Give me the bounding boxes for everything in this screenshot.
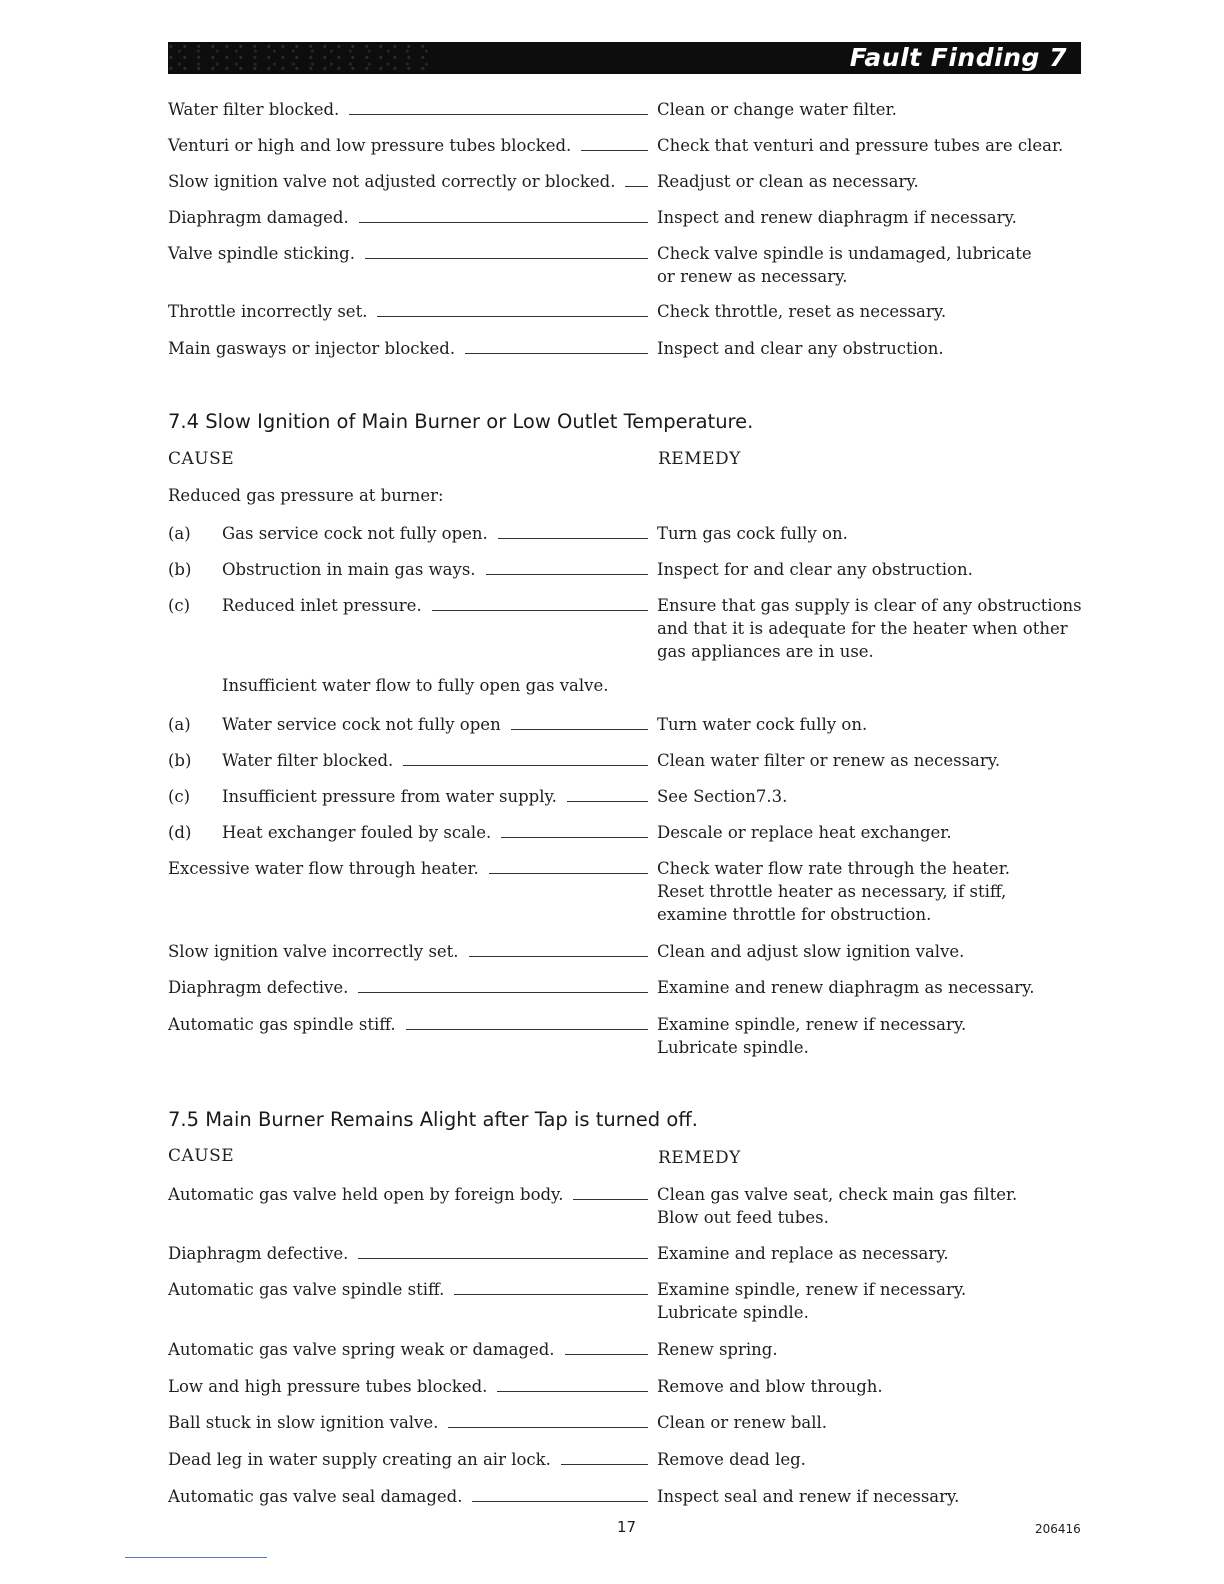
leader-line	[565, 1353, 648, 1355]
item-label: (a)	[168, 715, 191, 734]
remedy-line: Examine and replace as necessary.	[657, 1244, 949, 1263]
cause-cell	[168, 134, 648, 157]
remedy-line: Inspect for and clear any obstruction.	[657, 560, 973, 579]
remedy-line: Check water flow rate through the heater.	[657, 859, 1011, 878]
leader-line	[358, 1257, 648, 1259]
remedy-cell	[657, 821, 1087, 844]
cause-text: Ball stuck in slow ignition valve.	[168, 1413, 439, 1432]
document-code: 206416	[1035, 1522, 1081, 1536]
remedy-line: gas appliances are in use.	[657, 642, 874, 661]
remedy-line: Examine spindle, renew if necessary.	[657, 1015, 967, 1034]
cause-text: Venturi or high and low pressure tubes blocked.	[168, 136, 572, 155]
remedy-line: Clean and adjust slow ignition valve.	[657, 942, 965, 961]
cause-cell	[168, 976, 648, 999]
remedy-line: Check that venturi and pressure tubes are clear.	[657, 136, 1064, 155]
cause-text: Insufficient pressure from water supply.	[222, 787, 557, 806]
remedy-line: Turn water cock fully on.	[657, 715, 868, 734]
item-label: (b)	[168, 560, 192, 579]
remedy-cell	[657, 300, 1087, 323]
cause-text: Excessive water flow through heater.	[168, 859, 479, 878]
cause-cell	[168, 1183, 648, 1206]
cause-cell	[168, 1242, 648, 1265]
remedy-cell	[657, 1411, 1087, 1434]
remedy-line: Examine spindle, renew if necessary.	[657, 1280, 967, 1299]
cause-text: Water filter blocked.	[168, 100, 340, 119]
remedy-line: Ensure that gas supply is clear of any obstructions	[657, 596, 1082, 615]
cause-text: Automatic gas valve spring weak or damaged.	[168, 1340, 555, 1359]
cause-text: Main gasways or injector blocked.	[168, 339, 456, 358]
leader-line	[359, 221, 648, 223]
cause-cell	[168, 1485, 648, 1508]
cause-header: CAUSE	[168, 449, 235, 469]
remedy-line: Inspect and renew diaphragm if necessary.	[657, 208, 1017, 227]
remedy-header: REMEDY	[658, 449, 741, 469]
remedy-line: Lubricate spindle.	[657, 1038, 809, 1057]
header-bar	[168, 42, 1081, 74]
remedy-cell	[657, 337, 1087, 360]
section-7-4-title: 7.4 Slow Ignition of Main Burner or Low Outlet Temperature.	[168, 410, 754, 433]
remedy-cell	[657, 558, 1087, 581]
remedy-line: Turn gas cock fully on.	[657, 524, 848, 543]
remedy-cell	[657, 206, 1087, 229]
remedy-cell	[657, 1183, 1087, 1229]
cause-cell	[168, 1411, 648, 1434]
cause-cell	[168, 785, 648, 808]
remedy-cell	[657, 713, 1087, 736]
cause-text: Automatic gas valve held open by foreign body.	[168, 1185, 564, 1204]
cause-cell	[168, 337, 648, 360]
cause-cell	[168, 1278, 648, 1301]
water-flow-intro: Insufficient water flow to fully open gas valve.	[222, 676, 609, 695]
footer-rule	[125, 1557, 267, 1558]
leader-line	[573, 1198, 648, 1200]
cause-cell	[168, 1448, 648, 1471]
remedy-line: Inspect seal and renew if necessary.	[657, 1487, 960, 1506]
leader-line	[498, 537, 648, 539]
leader-line	[358, 991, 648, 993]
cause-text: Obstruction in main gas ways.	[222, 560, 476, 579]
leader-line	[406, 1028, 648, 1030]
remedy-line: Clean water filter or renew as necessary.	[657, 751, 1001, 770]
remedy-cell	[657, 242, 1087, 288]
cause-cell	[168, 940, 648, 963]
cause-cell	[168, 821, 648, 844]
cause-cell	[168, 1338, 648, 1361]
remedy-cell	[657, 594, 1087, 663]
remedy-line: Readjust or clean as necessary.	[657, 172, 919, 191]
remedy-cell	[657, 98, 1087, 121]
remedy-cell	[657, 1338, 1087, 1361]
remedy-cell	[657, 940, 1087, 963]
remedy-cell	[657, 785, 1087, 808]
cause-text: Automatic gas valve spindle stiff.	[168, 1280, 445, 1299]
cause-cell	[168, 98, 648, 121]
leader-line	[465, 352, 648, 354]
cause-text: Gas service cock not fully open.	[222, 524, 488, 543]
cause-text: Low and high pressure tubes blocked.	[168, 1377, 488, 1396]
remedy-line: Remove dead leg.	[657, 1450, 806, 1469]
cause-cell	[168, 206, 648, 229]
leader-line	[497, 1390, 648, 1392]
cause-text: Diaphragm damaged.	[168, 208, 349, 227]
remedy-line: Renew spring.	[657, 1340, 778, 1359]
leader-line	[432, 609, 648, 611]
remedy-cell	[657, 170, 1087, 193]
remedy-line: Examine and renew diaphragm as necessary.	[657, 978, 1035, 997]
cause-header-2: CAUSE	[168, 1146, 235, 1166]
remedy-line: or renew as necessary.	[657, 267, 848, 286]
remedy-line: Reset throttle heater as necessary, if stiff,	[657, 882, 1007, 901]
remedy-cell	[657, 1278, 1087, 1324]
cause-text: Automatic gas spindle stiff.	[168, 1015, 396, 1034]
remedy-line: Descale or replace heat exchanger.	[657, 823, 952, 842]
leader-line	[377, 315, 648, 317]
item-label: (b)	[168, 751, 192, 770]
remedy-line: and that it is adequate for the heater when other	[657, 619, 1068, 638]
cause-text: Water service cock not fully open	[222, 715, 501, 734]
leader-line	[561, 1463, 648, 1465]
cause-cell	[168, 1375, 648, 1398]
remedy-cell	[657, 857, 1087, 926]
leader-line	[581, 149, 648, 151]
cause-cell	[168, 1013, 648, 1036]
gas-pressure-intro: Reduced gas pressure at burner:	[168, 486, 444, 505]
leader-line	[511, 728, 648, 730]
item-label: (a)	[168, 524, 191, 543]
cause-cell	[168, 857, 648, 880]
cause-text: Dead leg in water supply creating an air lock.	[168, 1450, 551, 1469]
remedy-cell	[657, 522, 1087, 545]
leader-line	[403, 764, 648, 766]
remedy-cell	[657, 1242, 1087, 1265]
remedy-cell	[657, 976, 1087, 999]
cause-cell	[168, 713, 648, 736]
leader-line	[469, 955, 648, 957]
cause-cell	[168, 242, 648, 265]
leader-line	[365, 257, 648, 259]
remedy-cell	[657, 1485, 1087, 1508]
cause-cell	[168, 558, 648, 581]
cause-text: Diaphragm defective.	[168, 1244, 349, 1263]
page-number: 17	[617, 1518, 637, 1536]
remedy-cell	[657, 1013, 1087, 1059]
cause-text: Slow ignition valve incorrectly set.	[168, 942, 459, 961]
cause-text: Diaphragm defective.	[168, 978, 349, 997]
item-label: (c)	[168, 787, 191, 806]
remedy-line: Clean or change water filter.	[657, 100, 897, 119]
remedy-line: Check valve spindle is undamaged, lubricate	[657, 244, 1032, 263]
cause-cell	[168, 522, 648, 545]
remedy-cell	[657, 134, 1087, 157]
leader-line	[486, 573, 648, 575]
remedy-line: examine throttle for obstruction.	[657, 905, 932, 924]
remedy-line: Inspect and clear any obstruction.	[657, 339, 944, 358]
remedy-line: Clean or renew ball.	[657, 1413, 828, 1432]
leader-line	[625, 185, 648, 187]
remedy-header-2: REMEDY	[658, 1148, 741, 1168]
leader-line	[349, 113, 648, 115]
cause-cell	[168, 300, 648, 323]
leader-line	[472, 1500, 648, 1502]
cause-text: Slow ignition valve not adjusted correctly or blocked.	[168, 172, 616, 191]
item-label: (d)	[168, 823, 192, 842]
section-7-5-title: 7.5 Main Burner Remains Alight after Tap is turned off.	[168, 1108, 698, 1131]
leader-line	[454, 1293, 648, 1295]
cause-text: Throttle incorrectly set.	[168, 302, 368, 321]
leader-line	[489, 872, 648, 874]
leader-line	[448, 1426, 648, 1428]
cause-cell	[168, 749, 648, 772]
cause-text: Water filter blocked.	[222, 751, 394, 770]
item-label: (c)	[168, 596, 191, 615]
remedy-cell	[657, 1375, 1087, 1398]
remedy-line: See Section7.3.	[657, 787, 788, 806]
remedy-line: Clean gas valve seat, check main gas filter.	[657, 1185, 1018, 1204]
remedy-line: Lubricate spindle.	[657, 1303, 809, 1322]
remedy-cell	[657, 749, 1087, 772]
cause-cell	[168, 170, 648, 193]
remedy-line: Blow out feed tubes.	[657, 1208, 829, 1227]
cause-text: Valve spindle sticking.	[168, 244, 355, 263]
remedy-line: Check throttle, reset as necessary.	[657, 302, 947, 321]
leader-line	[567, 800, 648, 802]
remedy-line: Remove and blow through.	[657, 1377, 883, 1396]
cause-text: Automatic gas valve seal damaged.	[168, 1487, 463, 1506]
header-texture	[168, 42, 428, 74]
page-title: Fault Finding 7	[849, 43, 1067, 72]
cause-text: Reduced inlet pressure.	[222, 596, 422, 615]
cause-cell	[168, 594, 648, 617]
leader-line	[501, 836, 648, 838]
cause-text: Heat exchanger fouled by scale.	[222, 823, 492, 842]
remedy-cell	[657, 1448, 1087, 1471]
